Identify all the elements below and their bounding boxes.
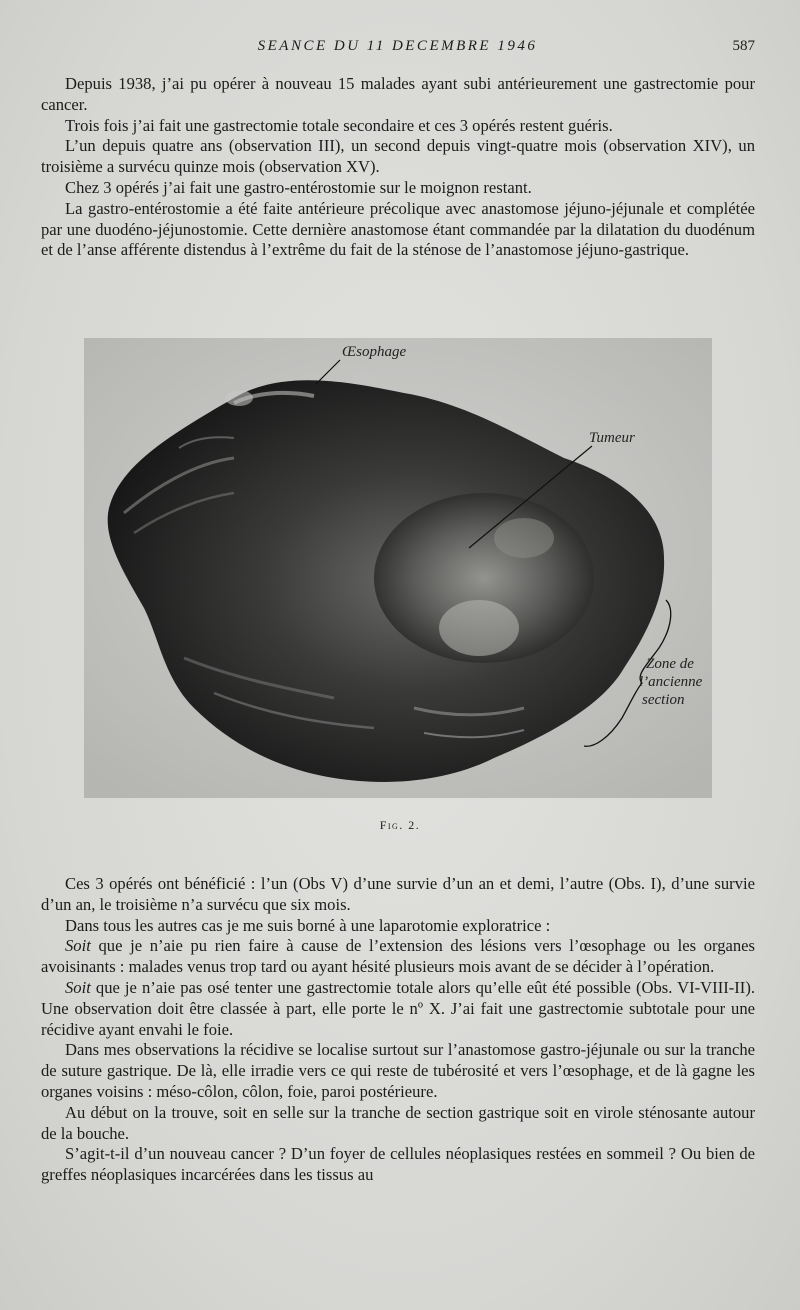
paragraph: Dans mes observations la récidive se localise surtout sur l’anastomose gastro-jéjunale ou sur la tranche de suture gastrique. De là, elle irradie vers ce qui reste de tubérosité et vers l’œsophage, et de là gagne les organes voisins : méso-côlon, côlon, foie, paroi postérieure. (41, 1040, 755, 1101)
paragraph: Soit que je n’aie pas osé tenter une gastrectomie totale alors qu’elle eût été possible (Obs. VI-VIII-II). Une observation doit être classée à part, elle porte le nº X. J’ai fait une gastrectomie subtotale pour une récidive ayant envahi le foie. (41, 977, 755, 1039)
emphasis: Soit (65, 977, 91, 997)
paragraph: Chez 3 opérés j’ai fait une gastro-entérostomie sur le moignon restant. (65, 177, 532, 197)
running-header (40, 38, 755, 60)
figure-caption: Fig. 2. (379, 818, 421, 832)
paragraph: La gastro-entérostomie a été faite antérieure précolique avec anastomose jéjuno-jéjunale et complétée par une duodéno-jéjunostomie. Cette dernière anastomose étant commandée par la dilatation du duodénum et de l’anse afférente distendus à l’extrême du fait de la sténose de l’anastomose jéjuno-gastrique. (41, 198, 755, 260)
label-zone-line3: section (642, 692, 685, 708)
label-zone-line2: l’ancienne (639, 674, 703, 690)
paragraph: Au début on la trouve, soit en selle sur la tranche de section gastrique soit en virole sténosante autour de la bouche. (41, 1102, 755, 1143)
label-tumeur: Tumeur (589, 430, 635, 446)
specimen-photograph (84, 338, 712, 798)
emphasis: Soit (65, 936, 91, 956)
label-oesophage: Œsophage (342, 344, 407, 360)
running-title: SEANCE DU 11 DECEMBRE 1946 (257, 38, 538, 54)
paragraph: Ces 3 opérés ont bénéficié : l’un (Obs V) d’une survie d’un an et demi, l’autre (Obs. I), d’une survie d’un an, le troisième n’a survécu que six mois. (41, 874, 755, 914)
paragraph: Dans tous les autres cas je me suis borné à une laparotomie exploratrice : (65, 915, 551, 935)
paragraph: Trois fois j’ai fait une gastrectomie totale secondaire et ces 3 opérés restent guéris. (65, 115, 613, 135)
body-text-bottom (41, 874, 755, 1186)
body-text-top (41, 74, 755, 261)
page-number: 587 (732, 38, 755, 54)
paragraph: Depuis 1938, j’ai pu opérer à nouveau 15 malades ayant subi antérieurement une gastrectomie pour cancer. (41, 74, 755, 114)
paragraph: S’agit-t-il d’un nouveau cancer ? D’un foyer de cellules néoplasiques restées en sommeil ? Ou bien de greffes néoplasiques incarcérées dans les tissus au (41, 1144, 755, 1185)
label-zone-line1: Zone de (646, 656, 694, 672)
paragraph: Soit que je n’aie pu rien faire à cause de l’extension des lésions vers l’œsophage ou les organes avoisinants : malades venus trop tard ou ayant hésité plusieurs mois avant de se décider à l’opération. (41, 936, 755, 977)
paragraph: L’un depuis quatre ans (observation III), un second depuis vingt-quatre mois (observation XIV), un troisième a survécu quinze mois (observation XV). (41, 136, 755, 177)
